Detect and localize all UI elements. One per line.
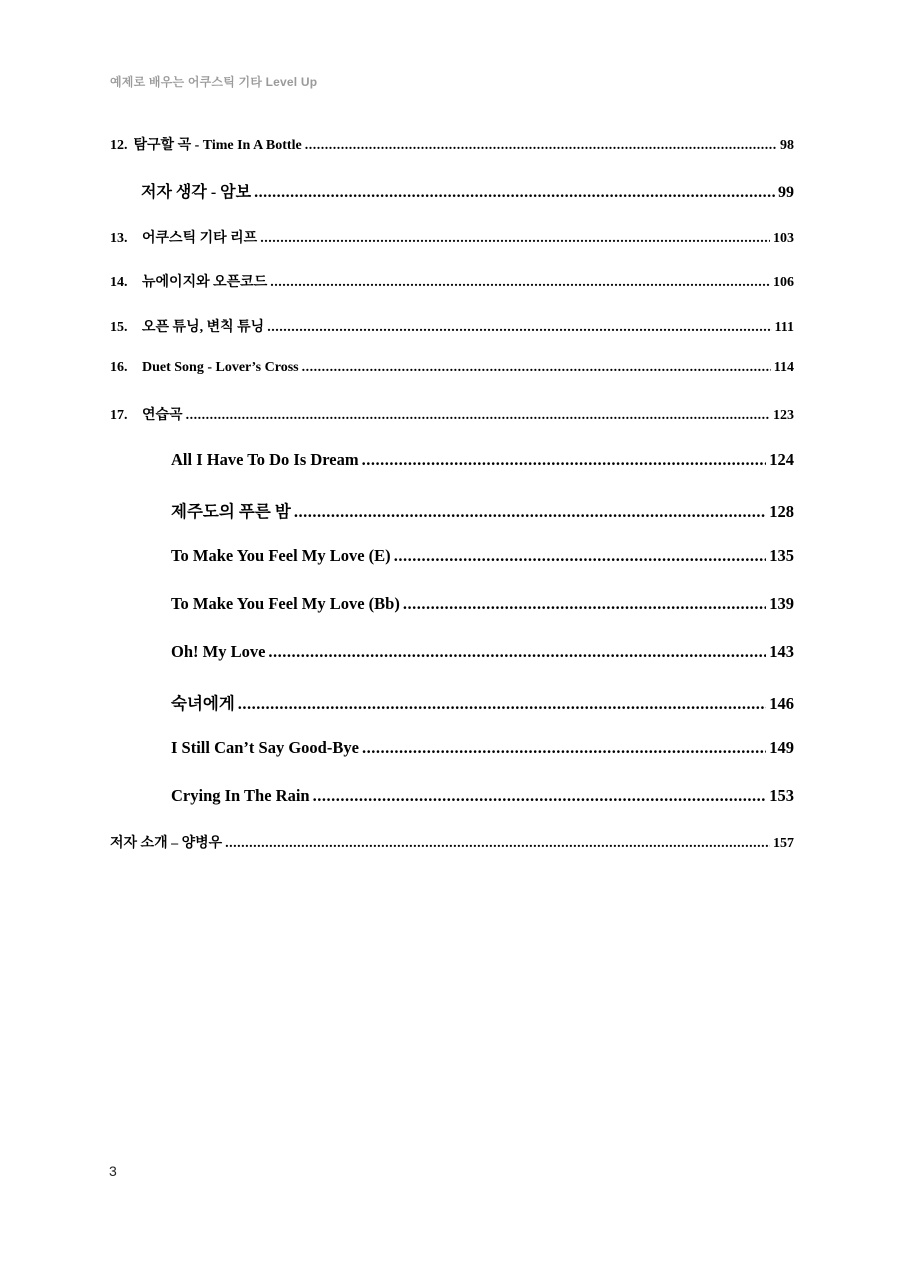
toc-entry-number: 14. xyxy=(110,275,128,290)
dot-leader xyxy=(254,184,775,202)
toc-entry-title: 뉴에이지와 오픈코드 xyxy=(142,275,268,290)
toc-entry-title: Oh! My Love xyxy=(171,642,266,661)
dot-leader xyxy=(403,594,766,614)
toc-entry-page: 149 xyxy=(769,738,794,757)
dot-leader xyxy=(268,642,766,662)
toc-entry-title: To Make You Feel My Love (E) xyxy=(171,546,391,565)
dot-leader xyxy=(270,275,770,291)
toc-entry-title: 탐구할 곡 - Time In A Bottle xyxy=(133,138,302,153)
toc-entry[interactable] xyxy=(110,271,794,291)
toc-entry-title: 어쿠스틱 기타 리프 xyxy=(142,231,258,246)
toc-entry-title: 오픈 튜닝, 변칙 튜닝 xyxy=(142,320,265,335)
toc-entry[interactable] xyxy=(171,498,794,522)
toc-entry-page: 99 xyxy=(778,184,794,201)
toc-entry-page: 146 xyxy=(769,694,794,713)
dot-leader xyxy=(238,694,766,714)
dot-leader xyxy=(267,320,771,336)
dot-leader xyxy=(260,231,770,247)
toc-entry-title: 저자 생각 - 암보 xyxy=(141,184,252,201)
toc-entry[interactable] xyxy=(110,832,794,852)
dot-leader xyxy=(294,502,766,522)
toc-entry-page: 106 xyxy=(773,275,794,290)
dot-leader xyxy=(186,408,770,424)
toc-entry[interactable] xyxy=(171,594,794,614)
toc-entry[interactable] xyxy=(110,316,794,336)
toc-entry[interactable] xyxy=(171,786,794,806)
toc-entry[interactable] xyxy=(141,179,794,202)
toc-entry-page: 124 xyxy=(769,450,794,469)
toc-entry[interactable] xyxy=(171,450,794,470)
toc-entry-title: All I Have To Do Is Dream xyxy=(171,450,359,469)
toc-entry-page: 128 xyxy=(769,502,794,521)
toc-entry-page: 157 xyxy=(773,836,794,851)
page-number: 3 xyxy=(109,1163,117,1179)
toc-entry[interactable] xyxy=(171,642,794,662)
toc-entry-page: 123 xyxy=(773,408,794,423)
toc-entry-number: 16. xyxy=(110,360,128,375)
running-header: 예제로 배우는 어쿠스틱 기타 Level Up xyxy=(110,75,318,89)
toc-entry-page: 98 xyxy=(780,138,794,153)
toc-entry-number: 12. xyxy=(110,138,128,153)
dot-leader xyxy=(313,786,767,806)
toc-entry-number: 17. xyxy=(110,408,128,423)
toc-entry-title: I Still Can’t Say Good-Bye xyxy=(171,738,359,757)
toc-entry-title: 저자 소개 – 양병우 xyxy=(110,836,223,851)
toc-entry-title: Duet Song - Lover’s Cross xyxy=(142,360,299,375)
dot-leader xyxy=(362,738,766,758)
toc-entry-title: 제주도의 푸른 밤 xyxy=(171,502,291,521)
toc-entry-title: 연습곡 xyxy=(142,408,183,423)
toc-entry-page: 111 xyxy=(774,320,794,335)
dot-leader xyxy=(302,360,771,376)
toc-entry[interactable] xyxy=(110,360,794,376)
toc-entry-page: 143 xyxy=(769,642,794,661)
dot-leader xyxy=(394,546,767,566)
dot-leader xyxy=(305,138,777,154)
toc-entry[interactable] xyxy=(110,227,794,247)
toc-entry-title: 숙녀에게 xyxy=(171,694,235,713)
dot-leader xyxy=(225,836,770,852)
toc-entry-number: 15. xyxy=(110,320,128,335)
toc-entry[interactable] xyxy=(171,738,794,758)
toc-entry-page: 103 xyxy=(773,231,794,246)
toc-entry-page: 139 xyxy=(769,594,794,613)
toc-entry[interactable] xyxy=(110,404,794,424)
toc-entry-page: 114 xyxy=(773,360,794,375)
toc-entry-title: Crying In The Rain xyxy=(171,786,310,805)
dot-leader xyxy=(362,450,767,470)
toc-entry-title: To Make You Feel My Love (Bb) xyxy=(171,594,400,613)
toc-entry[interactable] xyxy=(171,546,794,566)
toc-entry-page: 153 xyxy=(769,786,794,805)
toc-entry[interactable] xyxy=(171,690,794,714)
toc-entry-number: 13. xyxy=(110,231,128,246)
toc-entry-page: 135 xyxy=(769,546,794,565)
toc-entry[interactable] xyxy=(110,134,794,154)
